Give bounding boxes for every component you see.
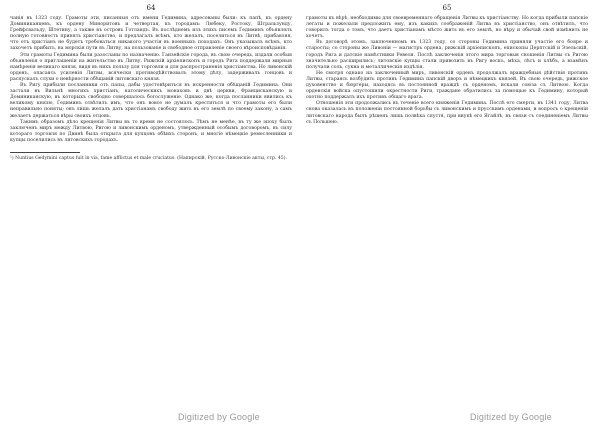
paragraph: Эти грамоты Гедимина были разосланы по назначенію. Ганзейскіе города, въ свою очередь, издали особыя объявленія о приглашеніи на жительство въ Литву. Рижскій архіепископъ и городъ Рига поддержали мирныя намѣренія великаго князя, видя въ нихъ пользу для торговли и для распространенія христіанства. Но ливонскій орденъ, опасаясь усиленія Литвы, всячески противодѣйствовалъ этому дѣлу, задерживалъ гонцовъ и распускалъ слухи о невѣрности обѣщаній литовскаго князя. bbox=[10, 52, 292, 82]
paragraph: чанія въ 1323 году. Грамоты эти, писанныя отъ имени Гедимина, адресованы были: къ папѣ, къ ордену Доминиканцевъ, къ ордену Миноритовъ и четвертая, къ городамъ: Любеку, Ростоку, Штральзунду, Грейфсвальду, Штетину, а также въ островъ Готландъ. Въ послѣднемъ изъ этихъ писемъ Гедиминъ объявлялъ полную готовность принять христіанство, и предлагалъ всѣмъ, кто желалъ, поселиться въ Литвѣ, прибавляя, что отъ христіанъ не будетъ требоваться никакого участія въ военныхъ походахъ. Онъ указывалъ всѣмъ, кто захочетъ прибыть, на морскія пути въ Литву, на пользованіе и свободное отправленіе своего вѣроисповѣданія. bbox=[10, 16, 292, 52]
paragraph: Отношенія эти продолжались въ теченіе всего княженія Гедимина. Послѣ его смерти, въ 1341 году, Литва снова оказалась въ положеніи постоянной борьбы съ ливонскимъ и прусскимъ орденами, и вопросъ о крещеніи литовскаго народа былъ рѣшенъ лишь полвѣка спустя, при внукѣ его Ягайлѣ, въ связи съ соединеніемъ Литвы съ Польшею. bbox=[306, 101, 588, 125]
footnote: ¹) Nuntius Gedymini captus fuit in via, fame afflictus et male cruciatus. (Напирскій, Русско-Ливонскіе акты, стр. 45). bbox=[10, 155, 287, 161]
page-number-left: 64 bbox=[146, 4, 156, 12]
footnote-divider bbox=[10, 152, 80, 153]
paragraph: Въ Ригу прибыли посланники отъ папы, дабы удостовѣриться въ искренности обѣщаній Гедимина. Они застали въ Вильнѣ многихъ христіанъ, католическихъ монаховъ и двѣ церкви, Францисканскую и Доминиканскую, въ которыхъ свободно совершалось богослуженіе. Однако же, когда посланники явились къ великому князю, Гедиминъ отвѣтилъ имъ, что онъ вовсе не думалъ креститься и что грамоты его были неправильно поняты; онъ лишь желалъ дать христіанамъ свободу жить въ его землѣ по своему закону, а самъ желаетъ держаться вѣры своихъ отцовъ. bbox=[10, 83, 292, 119]
digitized-watermark: Digitized by Google bbox=[178, 412, 260, 422]
digitized-watermark: Digitized by Google bbox=[470, 412, 552, 422]
paragraph: Не смотря однако на заключенный миръ, ливонскій орденъ продолжалъ враждебныя дѣйствія противъ Литвы, стараясь возбудить противъ Гедимина папскій дворъ и нѣмецкихъ князей. Въ свою очередь, рижское духовенство и бюргеры, находясь въ постоянной враждѣ съ орденомъ, искали союза съ Литвою. Когда орденскія войска опустошили окрестности Риги, граждане обратились за помощью къ Гедимину, который охотно поддержалъ ихъ противъ общаго врага. bbox=[306, 70, 588, 101]
paragraph: Такимъ образомъ дѣло крещенія Литвы въ то время не состоялось. Тѣмъ не менѣе, въ ту же эпоху былъ заключенъ миръ между Литвою, Ригою и ливонскимъ орденомъ, утвержденный особымъ договоромъ, въ силу котораго торговля по Двинѣ была открыта для купцовъ обѣихъ сторонъ, и многіе нѣмецкіе ремесленники и купцы поселились въ литовскихъ городахъ. bbox=[10, 119, 292, 143]
left-page bbox=[10, 4, 292, 424]
right-page bbox=[306, 4, 588, 424]
paragraph: Въ договорѣ этомъ, заключенномъ въ 1323 году, со стороны Гедимина приняли участіе его бояре и старосты; со стороны же Ливоніи — магистръ ордена, рижскій архіепископъ, епископы Дерптскій и Эзельскій, городъ Рига и датскіе намѣстники Ревеля. Послѣ заключенія этого мира торговыя сношенія Литвы съ Ригою значительно расширились; литовскіе купцы стали привозить въ Ригу воскъ, мѣха, лѣсъ и хлѣбъ, а взамѣнъ получали соль, сукна и металлическія издѣлія. bbox=[306, 40, 588, 70]
paragraph: грамоты къ вѣрѣ, необходимы для своевременнаго обращенія Литвы къ христіанству. Но когда прибыли папскіе легаты и пожелали предложить ему, изъ какихъ соображеній Литва въ христіанство, онъ отвѣтилъ, что говорилъ тогда о томъ, что даетъ христіанамъ мѣсто жить въ его землѣ, но вѣру и обычай свой измѣнить не хочетъ. bbox=[306, 16, 588, 40]
page-number-right: 65 bbox=[442, 4, 452, 12]
